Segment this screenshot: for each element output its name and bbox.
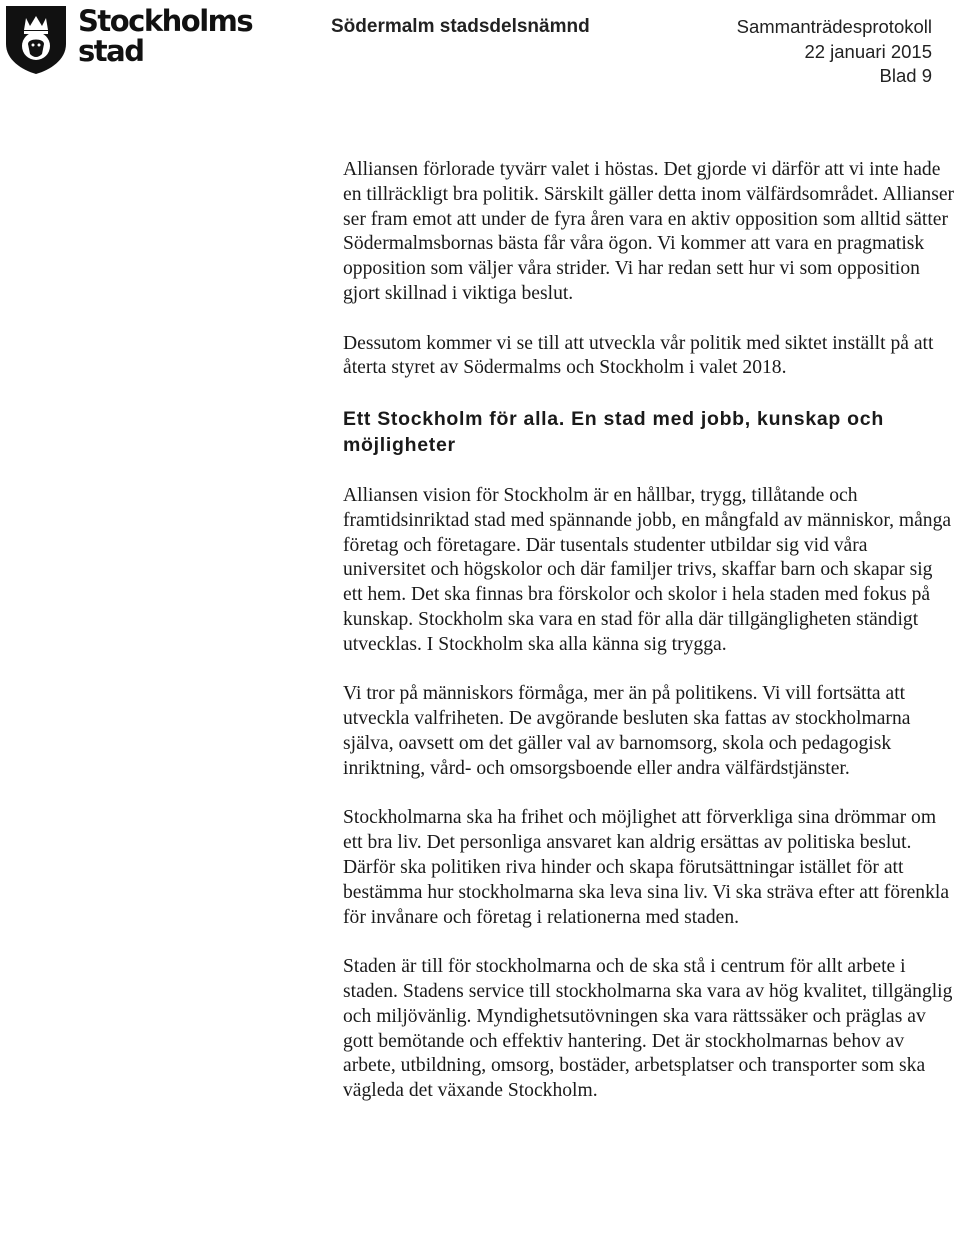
document-body	[343, 158, 955, 1129]
paragraph-6: Staden är till för stockholmarna och de ska stå i centrum för allt arbete i staden. Stadens service till stockholmarna ska vara av hög kvalitet, tillgänglig och miljövänlig. Myndighetsutövningen ska vara rättssäker och präglas av gott bemötande och effektiv hantering. Det är stockholmarnas behov av arbete, utbildning, omsorg, bostäder, arbetsplatser och transporter som ska vägleda det växande Stockholm.	[343, 956, 953, 1102]
committee-name: Södermalm stadsdelsnämnd	[331, 16, 590, 37]
document-meta	[737, 15, 932, 89]
stockholms-stad-logo	[4, 4, 253, 76]
meeting-date: 22 januari 2015	[804, 40, 932, 62]
section-heading: Ett Stockholm för alla. En stad med jobb, kunskap och möjligheter	[343, 407, 884, 456]
city-crest-icon	[4, 4, 68, 76]
logo-line-1: Stockholms	[78, 4, 253, 38]
paragraph-2: Dessutom kommer vi se till att utveckla vår politik med siktet inställt på att återta styret av Södermalms och Stockholm i valet 2018.	[343, 332, 934, 379]
logo-wordmark	[78, 6, 252, 66]
paragraph-1: Alliansen förlorade tyvärr valet i höstas. Det gjorde vi därför att vi inte hade en tillräckligt bra politik. Särskilt gäller detta inom välfärdsområdet. Allianser ser fram emot att under de fyra åren vara en aktiv opposition som alltid sätter Södermalmsbornas bästa får våra ögon. Vi kommer att vara en pragmatisk opposition som väljer våra strider. Vi har redan sett hur vi som opposition gjort skillnad i viktiga beslut.	[343, 159, 955, 304]
paragraph-5: Stockholmarna ska ha frihet och möjlighet att förverkliga sina drömmar om ett bra liv. Det personliga ansvaret kan aldrig ersättas av politiska beslut. Därför ska politiken riva hinder och skapa förutsättningar istället för att bestämma hur stockholmarna ska leva sina liv. Vi ska sträva efter att förenkla för invånare och företag i relationerna med staden.	[343, 807, 950, 928]
logo-line-2: stad	[78, 34, 144, 68]
page-number: Blad 9	[879, 65, 932, 86]
paragraph-3: Alliansen vision för Stockholm är en hållbar, trygg, tillåtande och framtidsinriktad stad med spännande jobb, en mångfald av människor, många företag och företagare. Där tusentals studenter utbildar sig vid våra universitet och högskolor och där familjer trivs, skaffar barn och skapar sig ett hem. Det ska finnas bra förskolor och skolor i hela staden med fokus på kunskap. Stockholm ska vara en stad för alla där tillgängligheten ständigt utvecklas. I Stockholm ska alla känna sig trygga.	[343, 484, 952, 655]
paragraph-4: Vi tror på människors förmåga, mer än på politikens. Vi vill fortsätta att utveckla valfriheten. De avgörande besluten ska fattas av stockholmarna själva, oavsett om det gäller val av barnomsorg, skola och pedagogisk inriktning, vård- och omsorgsboende eller andra välfärdstjänster.	[343, 683, 911, 779]
document-type: Sammanträdesprotokoll	[736, 16, 932, 37]
